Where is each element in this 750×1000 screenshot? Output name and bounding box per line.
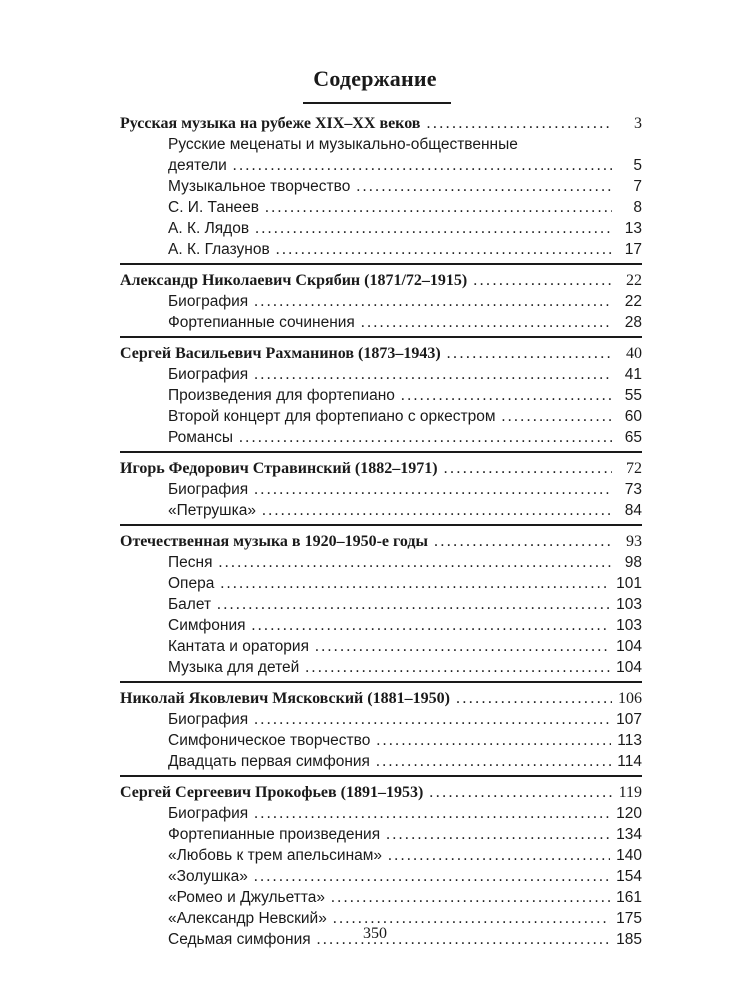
leader-dots bbox=[255, 218, 612, 239]
page-number: 140 bbox=[616, 847, 642, 864]
toc-entry-line: Русские меценаты и музыкально-общественные bbox=[168, 136, 518, 153]
leader-dots bbox=[252, 615, 611, 636]
leader-dots bbox=[254, 364, 612, 385]
leader-dots bbox=[473, 270, 612, 291]
chapter-title: Александр Николаевич Скрябин (1871/72–1915) bbox=[120, 272, 468, 289]
chapter-title: Сергей Сергеевич Прокофьев (1891–1953) bbox=[120, 784, 424, 801]
page-number: 107 bbox=[616, 711, 642, 728]
toc-chapter-entry[interactable] bbox=[120, 113, 642, 134]
page-number: 93 bbox=[626, 533, 642, 550]
entry-title: С. И. Танеев bbox=[168, 199, 259, 216]
section-divider bbox=[120, 451, 642, 453]
toc-entry[interactable] bbox=[120, 479, 642, 500]
page-number: 72 bbox=[626, 460, 642, 477]
page-number: 101 bbox=[616, 575, 642, 592]
toc-entry[interactable] bbox=[120, 594, 642, 615]
page-number: 22 bbox=[624, 293, 642, 310]
toc-entry[interactable] bbox=[120, 803, 642, 824]
entry-title: Песня bbox=[168, 554, 213, 571]
entry-title: Музыкальное творчество bbox=[168, 178, 351, 195]
toc-section bbox=[120, 343, 642, 448]
section-divider bbox=[120, 775, 642, 777]
chapter-title: Николай Яковлевич Мясковский (1881–1950) bbox=[120, 690, 450, 707]
leader-dots bbox=[401, 385, 612, 406]
leader-dots bbox=[447, 343, 612, 364]
toc-chapter-entry[interactable] bbox=[120, 782, 642, 803]
toc-entry[interactable] bbox=[120, 406, 642, 427]
entry-title: Биография bbox=[168, 366, 249, 383]
entry-title: Симфоническое творчество bbox=[168, 732, 371, 749]
page-number: 5 bbox=[633, 157, 642, 174]
section-divider bbox=[120, 263, 642, 265]
entry-title: «Золушка» bbox=[168, 868, 248, 885]
toc-entry[interactable] bbox=[120, 709, 642, 730]
toc-section bbox=[120, 531, 642, 678]
toc-entry[interactable] bbox=[120, 615, 642, 636]
toc-entry[interactable] bbox=[120, 845, 642, 866]
entry-title: Фортепианные произведения bbox=[168, 826, 381, 843]
toc-entry[interactable] bbox=[120, 291, 642, 312]
section-divider bbox=[120, 336, 642, 338]
leader-dots bbox=[444, 458, 612, 479]
leader-dots bbox=[501, 406, 612, 427]
entry-title: Кантата и оратория bbox=[168, 638, 309, 655]
entry-title: Седьмая симфония bbox=[168, 931, 311, 948]
entry-title: Второй концерт для фортепиано с оркестром bbox=[168, 408, 496, 425]
page-number: 84 bbox=[624, 502, 642, 519]
leader-dots bbox=[254, 479, 612, 500]
title-underline bbox=[303, 102, 451, 104]
toc-section bbox=[120, 458, 642, 521]
toc-entry[interactable] bbox=[120, 573, 642, 594]
leader-dots bbox=[265, 197, 612, 218]
leader-dots bbox=[220, 573, 610, 594]
section-divider bbox=[120, 681, 642, 683]
leader-dots bbox=[356, 176, 612, 197]
page-number: 103 bbox=[616, 617, 642, 634]
leader-dots bbox=[386, 824, 610, 845]
toc-entry[interactable] bbox=[120, 385, 642, 406]
toc-entry[interactable] bbox=[120, 887, 642, 908]
toc-entry[interactable] bbox=[120, 552, 642, 573]
entry-title: Симфония bbox=[168, 617, 246, 634]
toc-entry[interactable] bbox=[120, 866, 642, 887]
entry-title: «Александр Невский» bbox=[168, 910, 327, 927]
chapter-title: Игорь Федорович Стравинский (1882–1971) bbox=[120, 460, 438, 477]
leader-dots bbox=[254, 803, 610, 824]
toc-entry[interactable] bbox=[120, 427, 642, 448]
page-number: 55 bbox=[624, 387, 642, 404]
page-number: 161 bbox=[616, 889, 642, 906]
page-number: 175 bbox=[616, 910, 642, 927]
page-number-footer: 350 bbox=[363, 925, 387, 942]
leader-dots bbox=[429, 782, 612, 803]
toc-chapter-entry[interactable] bbox=[120, 343, 642, 364]
leader-dots bbox=[254, 866, 610, 887]
toc-entry[interactable] bbox=[120, 218, 642, 239]
leader-dots bbox=[331, 887, 610, 908]
toc-entry[interactable] bbox=[120, 636, 642, 657]
toc-entry[interactable] bbox=[120, 176, 642, 197]
leader-dots bbox=[218, 552, 612, 573]
page-number: 113 bbox=[617, 732, 642, 749]
page-number: 22 bbox=[626, 272, 642, 289]
entry-title: «Ромео и Джульетта» bbox=[168, 889, 326, 906]
toc-entry[interactable] bbox=[120, 500, 642, 521]
entry-title: Фортепианные сочинения bbox=[168, 314, 355, 331]
entry-title: Опера bbox=[168, 575, 215, 592]
page-number: 134 bbox=[616, 826, 642, 843]
entry-title: «Петрушка» bbox=[168, 502, 256, 519]
entry-title: А. К. Лядов bbox=[168, 220, 250, 237]
entry-title: Балет bbox=[168, 596, 212, 613]
toc-entry[interactable] bbox=[120, 155, 642, 176]
page-number: 8 bbox=[633, 199, 642, 216]
page-number: 65 bbox=[624, 429, 642, 446]
chapter-title: Отечественная музыка в 1920–1950-е годы bbox=[120, 533, 428, 550]
page-number: 13 bbox=[624, 220, 642, 237]
leader-dots bbox=[233, 155, 612, 176]
toc-entry[interactable] bbox=[120, 364, 642, 385]
page-number: 73 bbox=[624, 481, 642, 498]
toc-section bbox=[120, 270, 642, 333]
entry-title: Биография bbox=[168, 805, 249, 822]
page-number: 60 bbox=[624, 408, 642, 425]
page-number: 3 bbox=[634, 115, 642, 132]
page-number: 185 bbox=[616, 931, 642, 948]
page-number: 7 bbox=[633, 178, 642, 195]
page-number: 119 bbox=[618, 784, 642, 801]
leader-dots bbox=[239, 427, 612, 448]
page-number: 41 bbox=[624, 366, 642, 383]
page-number: 114 bbox=[617, 753, 642, 770]
entry-title: Произведения для фортепиано bbox=[168, 387, 395, 404]
page-number: 103 bbox=[616, 596, 642, 613]
entry-title: «Любовь к трем апельсинам» bbox=[168, 847, 383, 864]
leader-dots bbox=[376, 751, 611, 772]
page-number: 106 bbox=[618, 690, 642, 707]
leader-dots bbox=[305, 657, 610, 678]
leader-dots bbox=[361, 312, 612, 333]
toc-entry[interactable] bbox=[120, 197, 642, 218]
entry-title: Биография bbox=[168, 711, 249, 728]
entry-title: Романсы bbox=[168, 429, 234, 446]
leader-dots bbox=[217, 594, 610, 615]
toc-chapter-entry[interactable] bbox=[120, 531, 642, 552]
section-divider bbox=[120, 524, 642, 526]
leader-dots bbox=[254, 709, 610, 730]
leader-dots bbox=[262, 500, 612, 521]
entry-title: деятели bbox=[168, 157, 227, 174]
page-number: 104 bbox=[616, 659, 642, 676]
leader-dots bbox=[434, 531, 612, 552]
toc-section bbox=[120, 113, 642, 260]
leader-dots bbox=[276, 239, 612, 260]
page-number: 104 bbox=[616, 638, 642, 655]
table-of-contents bbox=[120, 113, 642, 950]
toc-entry[interactable] bbox=[120, 751, 642, 772]
page-number: 98 bbox=[624, 554, 642, 571]
page-number: 28 bbox=[624, 314, 642, 331]
toc-chapter-entry[interactable] bbox=[120, 688, 642, 709]
leader-dots bbox=[315, 636, 610, 657]
chapter-title: Русская музыка на рубеже XIX–XX веков bbox=[120, 115, 421, 132]
entry-title: Двадцать первая симфония bbox=[168, 753, 370, 770]
leader-dots bbox=[254, 291, 612, 312]
toc-entry[interactable] bbox=[120, 730, 642, 751]
page-number: 40 bbox=[626, 345, 642, 362]
leader-dots bbox=[426, 113, 612, 134]
leader-dots bbox=[388, 845, 610, 866]
entry-title: Музыка для детей bbox=[168, 659, 300, 676]
toc-chapter-entry[interactable] bbox=[120, 458, 642, 479]
page-title: Содержание bbox=[313, 66, 437, 91]
chapter-title: Сергей Васильевич Рахманинов (1873–1943) bbox=[120, 345, 441, 362]
entry-title: А. К. Глазунов bbox=[168, 241, 270, 258]
toc-chapter-entry[interactable] bbox=[120, 270, 642, 291]
page-number: 120 bbox=[616, 805, 642, 822]
page-number: 154 bbox=[616, 868, 642, 885]
toc-entry[interactable] bbox=[120, 657, 642, 678]
leader-dots bbox=[376, 730, 611, 751]
entry-title: Биография bbox=[168, 293, 249, 310]
leader-dots bbox=[456, 688, 612, 709]
page-number: 17 bbox=[624, 241, 642, 258]
entry-title: Биография bbox=[168, 481, 249, 498]
toc-entry[interactable] bbox=[120, 312, 642, 333]
toc-entry[interactable] bbox=[120, 239, 642, 260]
toc-entry[interactable] bbox=[120, 824, 642, 845]
toc-section bbox=[120, 688, 642, 772]
